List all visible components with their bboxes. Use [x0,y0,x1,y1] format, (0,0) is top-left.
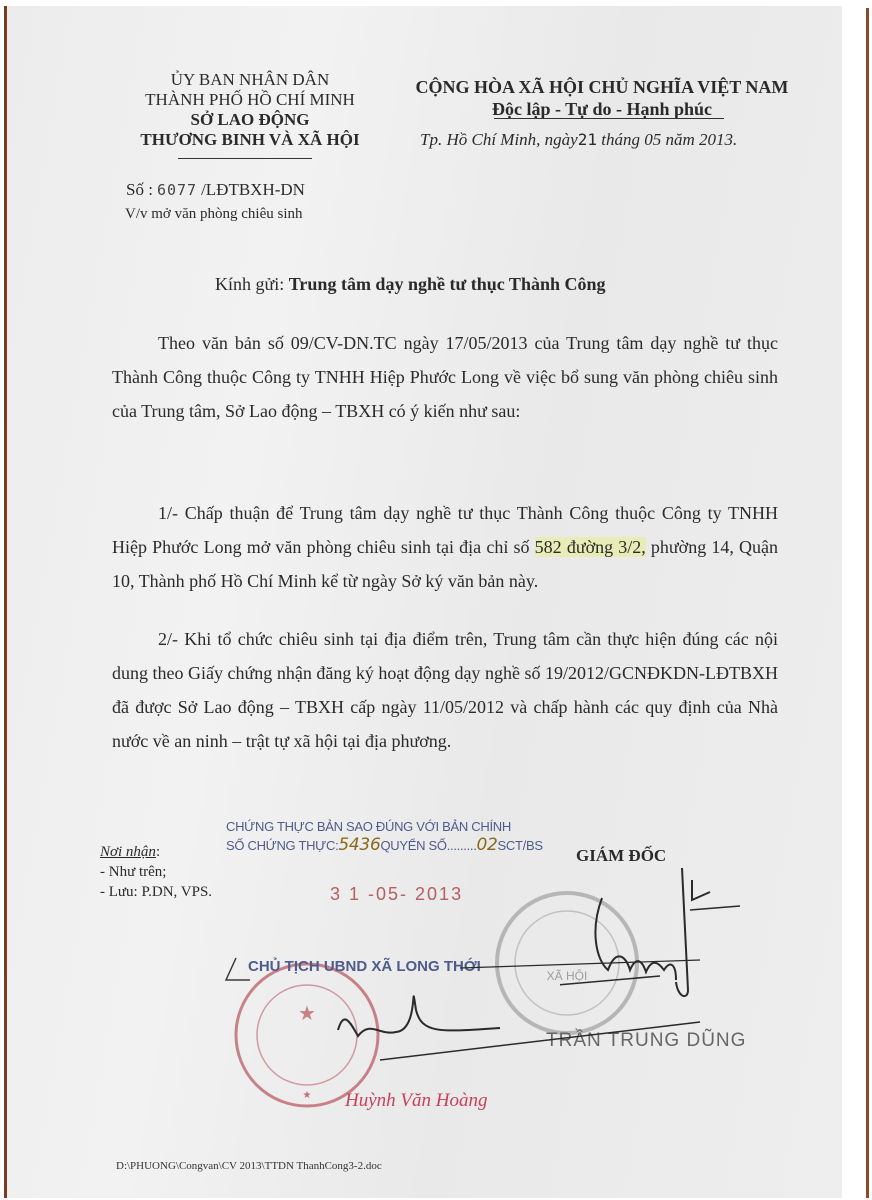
body-intro [112,326,778,428]
recipient-item: - Như trên; [100,864,167,880]
document-subject: V/v mở văn phòng chiêu sinh [125,206,303,222]
doc-number-label: Số : [126,180,153,199]
doc-number-value: 6077 [156,181,198,199]
authority-line-1: ỦY BAN NHÂN DÂN [170,70,330,89]
page-edge [866,8,869,1198]
country-name: CỘNG HÒA XÃ HỘI CHỦ NGHĨA VIỆT NAM [415,77,789,97]
authority-line-4: THƯƠNG BINH VÀ XÃ HỘI [140,130,360,149]
issuing-authority [100,70,400,150]
cert-number-label: SỐ CHỨNG THỰC: [226,838,339,853]
item-1-paragraph [112,496,778,598]
svg-text:★: ★ [298,1003,316,1025]
doc-number-suffix: /LĐTBXH-DN [201,180,305,199]
date-suffix: tháng 05 năm 2013. [597,130,738,149]
authority-line-3: SỞ LAO ĐỘNG [190,110,310,129]
svg-text:★: ★ [302,1090,312,1101]
body-item-1 [112,496,778,598]
national-motto: Độc lập - Tự do - Hạnh phúc [491,99,713,119]
svg-text:XÃ HỘI: XÃ HỘI [546,969,588,983]
item-1-text-end: phường 14, Quận 10, Thành phố Hồ Chí Minh kể từ ngày Sở ký văn bản này. [112,537,779,591]
addressee [215,274,605,295]
signatory-title: GIÁM ĐỐC [576,846,667,865]
certification-stamp [226,818,543,855]
addressee-name: Trung tâm dạy nghề tư thục Thành Công [288,274,606,294]
address-highlight: 582 đường 3/2, [534,537,646,557]
cert-number-value: 5436 [338,835,381,855]
date-day: 21 [577,130,597,149]
certifier-title: CHỦ TỊCH UBND XÃ LONG THỚI [248,958,481,975]
item-2-paragraph: 2/- Khi tổ chức chiêu sinh tại địa điểm trên, Trung tâm cần thực hiện đúng các nội dung theo Giấy chứng nhận đăng ký hoạt động dạy nghề số 19/2012/GCNĐKDN-LĐTBXH đã được Sở Lao động – TBXH cấp ngày 11/05/2012 và chấp hành các quy định của Nhà nước về an ninh – trật tự xã hội tại địa phương. [112,629,778,751]
document-number [126,180,305,200]
national-header [392,76,812,120]
certifier-signature-icon [220,950,720,1070]
recipients [100,842,212,902]
certification-title: CHỨNG THỰC BẢN SAO ĐÚNG VỚI BẢN CHÍNH [226,819,511,834]
recipient-item: - Lưu: P.DN, VPS. [100,884,213,900]
recipients-colon: : [155,844,161,860]
item-1-text: 1/- Chấp thuận để Trung tâm dạy nghề tư thục Thành Công thuộc Công ty TNHH Hiệp Phước Long mở văn phòng chiêu sinh tại địa chỉ số [112,503,778,557]
body-item-2 [112,622,778,758]
cert-book-suffix: SCT/BS [497,838,543,853]
certifier-name: Huỳnh Văn Hoàng [345,1090,488,1111]
cert-book-label: QUYỂN SỐ......... [380,838,477,853]
cert-book-value: 02 [476,835,498,855]
header-left-divider [178,158,312,159]
authority-line-2: THÀNH PHỐ HỒ CHÍ MINH [145,90,355,109]
certification-date: 3 1 -05- 2013 [330,884,464,904]
header-right-divider [494,118,724,119]
signatory-name: TRẦN TRUNG DŨNG [546,1030,747,1051]
addressee-label: Kính gửi: [215,274,285,294]
recipients-label: Nơi nhận [100,844,156,860]
date-prefix: Tp. Hồ Chí Minh, ngày [420,130,578,149]
file-path-footer: D:\PHUONG\Congvan\CV 2013\TTDN ThanhCong3-2.doc [116,1160,382,1172]
document-date [420,130,737,150]
intro-paragraph: Theo văn bản số 09/CV-DN.TC ngày 17/05/2013 của Trung tâm dạy nghề tư thục Thành Công thuộc Công ty TNHH Hiệp Phước Long về việc bổ sung văn phòng chiêu sinh của Trung tâm, Sở Lao động – TBXH có ý kiến như sau: [112,333,778,421]
